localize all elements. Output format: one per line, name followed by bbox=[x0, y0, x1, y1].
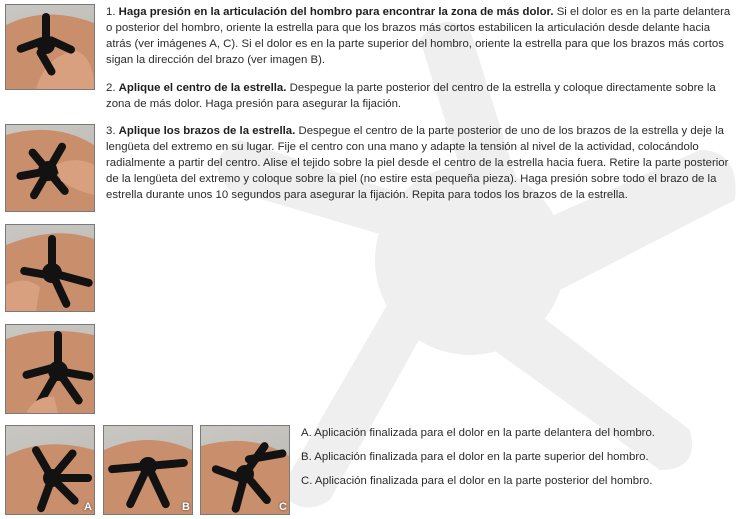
step-3-body: Despegue el centro de la parte posterior de uno de los brazos de la estrella y deje la lengüeta del extremo en su lugar. Fije el centro con una mano y adapte la tensión al nivel de la actividad, colocándolo radialmente a partir del centro. Alise el tejido sobre la piel desde el centro de la estrella hacia fuera. Retire la parte posterior de la lengüeta del extremo y coloque sobre la piel (no estire esta pequeña pieza). Haga presión sobre todo el brazo de la estrella durante unos 10 segundos para asegurar la fijación. Repita para todos los brazos de la estrella. bbox=[106, 125, 729, 201]
step-1-number: 1. bbox=[106, 6, 116, 18]
step-3-text bbox=[106, 123, 738, 203]
step-3-number: 3. bbox=[106, 125, 116, 137]
caption-b: B. Aplicación finalizada para el dolor en la parte superior del hombro. bbox=[301, 451, 649, 463]
step-2-number: 2. bbox=[106, 82, 116, 94]
step-2-heading: Aplique el centro de la estrella. bbox=[118, 82, 287, 94]
result-photo-c bbox=[200, 425, 290, 515]
step1-photo bbox=[5, 4, 95, 90]
step-1-body: Si el dolor es en la parte delantera o posterior del hombro, oriente la estrella para que los brazos más cortos estabilicen la articulación desde delante hacia atrás (ver imágenes A, C). Si el dolor es en la parte superior del hombro, oriente la estrella para que los brazos más cortos sigan la dirección del brazo (ver imagen B). bbox=[106, 6, 731, 66]
step-1-heading: Haga presión en la articulación del hombro para encontrar la zona de más dolor. bbox=[118, 6, 554, 18]
result-photo-a bbox=[5, 425, 95, 515]
result-photo-b bbox=[103, 425, 193, 515]
result-photo-b-label: B bbox=[182, 501, 190, 513]
result-photo-c-label: C bbox=[279, 501, 287, 513]
step-2-text bbox=[106, 80, 738, 112]
caption-a: A. Aplicación finalizada para el dolor en la parte delantera del hombro. bbox=[301, 427, 655, 439]
caption-c: C. Aplicación finalizada para el dolor en la parte posterior del hombro. bbox=[301, 475, 653, 487]
result-captions bbox=[301, 425, 741, 497]
step2-photo bbox=[5, 124, 95, 212]
step-1-text bbox=[106, 4, 738, 68]
step3-photo-2 bbox=[5, 324, 95, 414]
step-3-heading: Aplique los brazos de la estrella. bbox=[118, 125, 296, 137]
step3-photo-1 bbox=[5, 224, 95, 312]
step-2-body: Despegue la parte posterior del centro de la estrella y coloque directamente sobre la zona de más dolor. Haga presión para asegurar la fijación. bbox=[106, 82, 716, 110]
result-photo-a-label: A bbox=[84, 501, 92, 513]
